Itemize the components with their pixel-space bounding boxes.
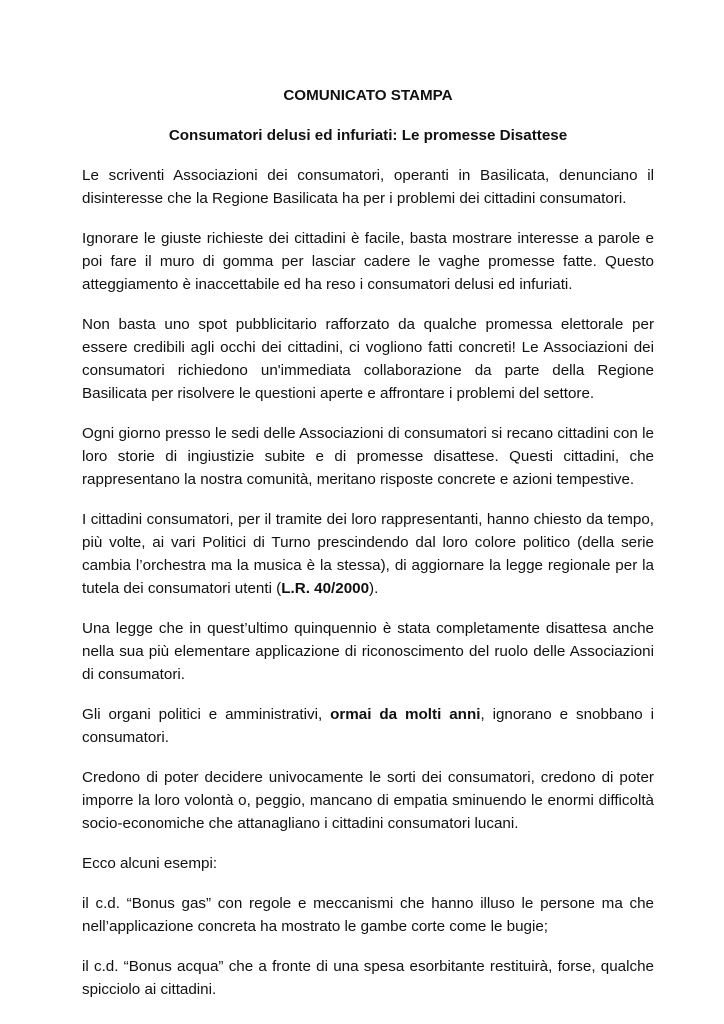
document-title: COMUNICATO STAMPA [283, 87, 453, 104]
paragraph-2: Ignorare le giuste richieste dei cittadini è facile, basta mostrare interesse a parole e poi fare il muro di gomma per lasciar cadere le vaghe promesse fatte. Questo atteggiamento è inaccettabile ed ha reso i consumatori delusi ed infuriati. [82, 230, 654, 293]
paragraph-5-text-start: I cittadini consumatori, per il tramite dei loro rappresentanti, hanno chiesto da tempo, più volte, ai vari Politici di Turno prescindendo dal loro colore politico (della serie cambia l’orchestra ma la musica è la stessa), di aggiornare la legge regionale per la tutela dei consumatori utenti ( [82, 511, 654, 597]
paragraph-9: Ecco alcuni esempi: [82, 855, 218, 872]
document-page [82, 84, 654, 1018]
document-subtitle: Consumatori delusi ed infuriati: Le promesse Disattese [168, 127, 568, 144]
paragraph-8: Credono di poter decidere univocamente le sorti dei consumatori, credono di poter imporre la loro volontà o, peggio, mancano di empatia sminuendo le enormi difficoltà socio-economiche che attanagliano i cittadini consumatori lucani. [82, 769, 654, 832]
paragraph-7-text-end: , ignorano e snobbano i consumatori. [82, 706, 655, 746]
law-reference: L.R. 40/2000 [281, 580, 370, 597]
paragraph-7 [82, 703, 654, 749]
paragraph-11: il c.d. “Bonus acqua” che a fronte di una spesa esorbitante restituirà, forse, qualche spicciolo ai cittadini. [82, 958, 654, 998]
paragraph-6: Una legge che in quest’ultimo quinquennio è stata completamente disattesa anche nella sua più elementare applicazione di riconoscimento del ruolo delle Associazioni di consumatori. [82, 620, 654, 683]
paragraph-3: Non basta uno spot pubblicitario rafforzato da qualche promessa elettorale per essere credibili agli occhi dei cittadini, ci vogliono fatti concreti! Le Associazioni dei consumatori richiedono un'immediata collaborazione da parte della Regione Basilicata per risolvere le questioni aperte e affrontare i problemi del settore. [82, 316, 654, 402]
paragraph-5-text-end: ). [369, 580, 379, 597]
paragraph-1: Le scriventi Associazioni dei consumatori, operanti in Basilicata, denunciano il disinteresse che la Regione Basilicata ha per i problemi dei cittadini consumatori. [82, 167, 654, 207]
paragraph-4: Ogni giorno presso le sedi delle Associazioni di consumatori si recano cittadini con le loro storie di ingiustizie subite e di promesse disattese. Questi cittadini, che rappresentano la nostra comunità, meritano risposte concrete e azioni tempestive. [82, 425, 654, 488]
paragraph-5 [82, 508, 654, 600]
emphasis-many-years: ormai da molti anni [330, 706, 481, 723]
paragraph-10: il c.d. “Bonus gas” con regole e meccanismi che hanno illuso le persone ma che nell’applicazione concreta ha mostrato le gambe corte come le bugie; [82, 895, 654, 935]
paragraph-7-text-start: Gli organi politici e amministrativi, [82, 706, 331, 723]
